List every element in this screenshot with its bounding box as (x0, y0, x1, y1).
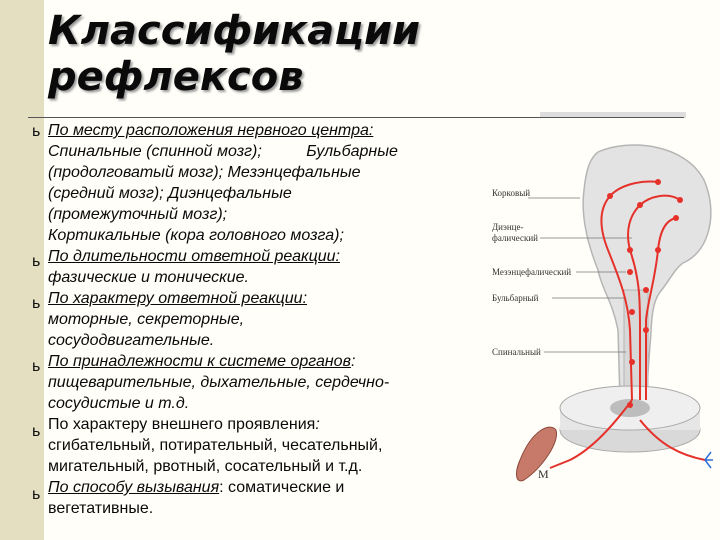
list-item-text: вегетативные. (48, 500, 154, 517)
muscle-label: М (538, 467, 549, 481)
title-rule (28, 117, 684, 118)
list-item-text: пищеварительные, дыхательные, сердечно- (48, 374, 390, 391)
list-item-text: фазические и тонические. (48, 269, 249, 286)
list-item-text: сосудистые и т.д. (48, 395, 190, 412)
list-item-text: моторные, секреторные, (48, 311, 245, 328)
label-diencephalic: Диэнце- (492, 222, 524, 232)
list-item-heading: По характеру ответной реакции: (48, 290, 308, 307)
list-item-heading: По месту расположения нервного центра: (48, 122, 374, 139)
bullet-marker: ь (32, 358, 41, 375)
list-item-text: (продолговатый мозг); Мезэнцефальные (48, 164, 361, 181)
label-cortical: Корковый (492, 188, 531, 198)
bullet-marker: ь (32, 486, 41, 503)
list-item-text: (средний мозг); Диэнцефальные (48, 185, 292, 202)
bullet-marker: ь (32, 253, 41, 270)
label-mesencephalic: Мезэнцефалический (492, 267, 572, 277)
label-bulbar: Бульбарный (492, 293, 539, 303)
list-item-text: сосудодвигательные. (48, 332, 215, 349)
receptor-icon (705, 452, 713, 468)
list-item-heading: По характеру внешнего проявления: (48, 416, 320, 433)
classification-list (48, 120, 478, 519)
label-diencephalic-2: фалический (492, 233, 538, 243)
bullet-marker: ь (32, 295, 41, 312)
bullet-marker: ь (32, 123, 41, 140)
list-item-text: Спинальные (спинной мозг); Бульбарные (48, 143, 398, 160)
label-spinal: Спинальный (492, 347, 541, 357)
list-item-text: мигательный, рвотный, сосательный и т.д. (48, 458, 363, 475)
brain-diagram (480, 130, 716, 530)
list-item-heading: По длительности ответной реакции: (48, 248, 340, 265)
list-item-text: Кортикальные (кора головного мозга); (48, 227, 344, 244)
list-item-heading: По принадлежности к системе органов: (48, 353, 356, 370)
reflex-arc-illustration (480, 130, 716, 530)
list-item-heading: По способу вызывания: соматические и (48, 479, 345, 496)
list-item-text: сгибательный, потирательный, чесательный, (48, 437, 383, 454)
muscle-shape (517, 427, 557, 481)
list-item-text: (промежуточный мозг); (48, 206, 228, 223)
bullet-marker: ь (32, 423, 41, 440)
slide-title: Классификации рефлексов (48, 8, 420, 100)
